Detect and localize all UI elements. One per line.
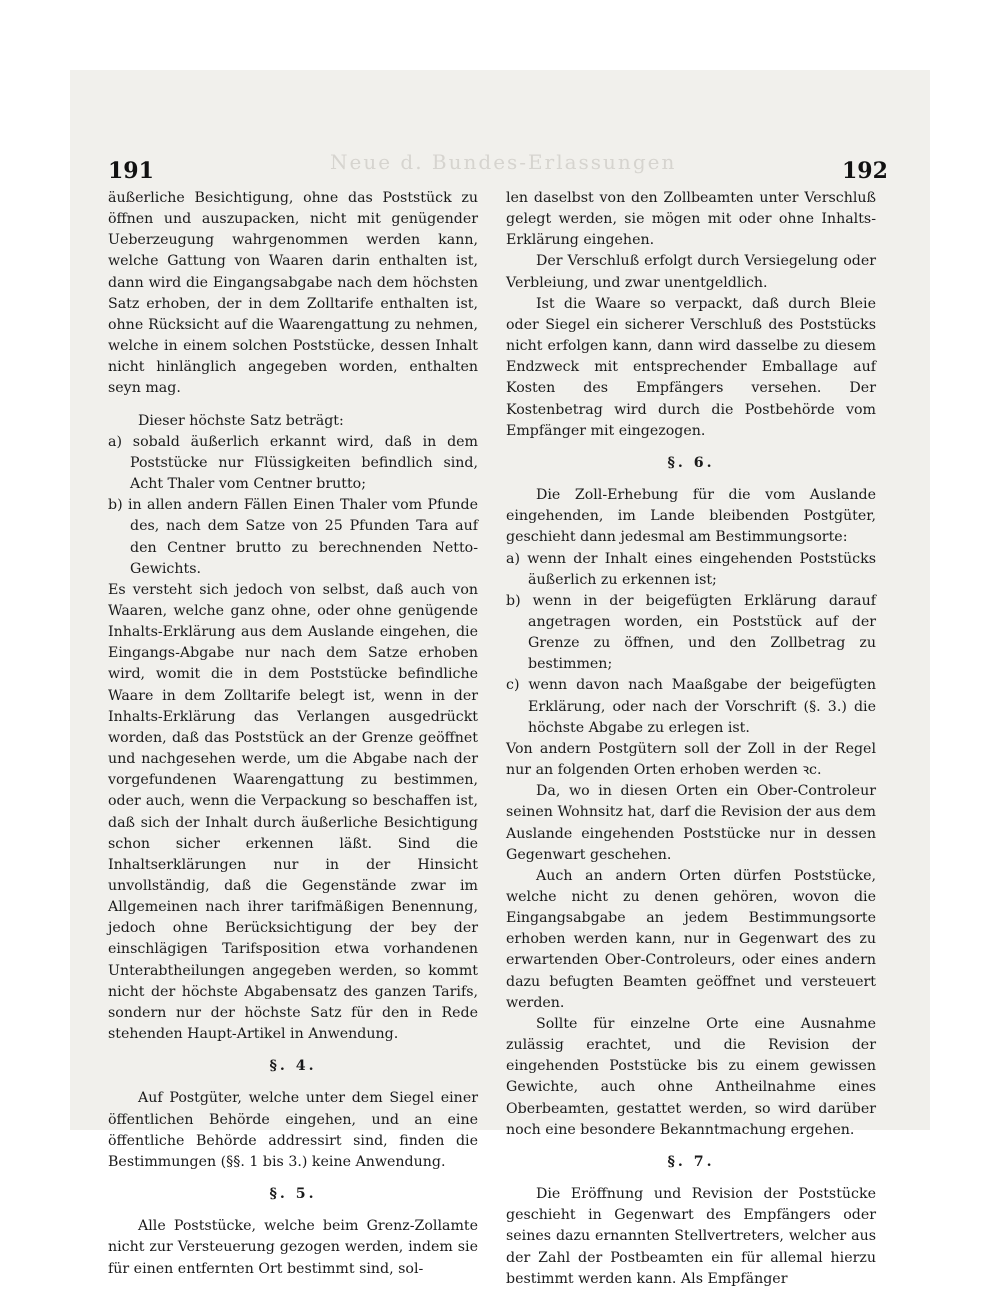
- left-column: [108, 188, 478, 1280]
- section-heading: §. 5.: [269, 1186, 317, 1203]
- right-column: [506, 188, 876, 1290]
- paragraph: Die Eröffnung und Revision der Poststücke geschieht in Gegenwart des Empfängers oder seines dazu ernannten Stellvertreters, welcher aus der Zahl der Postbeamten ein für allemal hierzu bestimmt werden kann. Als Empfänger: [506, 1186, 876, 1287]
- section-heading: §. 7.: [667, 1153, 715, 1170]
- paragraph: len daselbst von den Zollbeamten unter Verschluß gelegt werden, sie mögen mit oder ohne Inhalts-Erklärung eingehen.: [506, 190, 876, 249]
- list-item: b) wenn in der beigefügten Erklärung darauf angetragen worden, ein Poststück auf der Grenze zu öffnen, und den Zollbetrag zu bestimmen;: [506, 592, 876, 673]
- paragraph: Die Zoll-Erhebung für die vom Auslande eingehenden, im Lande bleibenden Postgüter, geschieht dann jedesmal am Bestimmungsorte:: [506, 487, 876, 546]
- list-item: b) in allen andern Fällen Einen Thaler vom Pfunde des, nach dem Satze von 25 Pfunden Tara auf den Centner brutto zu berechnenden Netto-Gewichts.: [108, 497, 478, 577]
- paragraph: Es versteht sich jedoch von selbst, daß auch von Waaren, welche ganz ohne, oder ohne genügende Inhalts-Erklärung aus dem Auslande eingehen, die Eingangs-Abgabe nur nach dem Satze erhoben wird, womit die in dem Poststücke befindliche Waare in dem Zolltarife belegt ist, wenn in der Inhalts-Erklärung das Verlangen ausgedrückt worden, daß das Poststück an der Grenze geöffnet und nachgesehen werde, um die Abgabe nach der vorgefundenen Waarengattung zu bestimmen, oder auch, wenn die Verpackung so beschaffen ist, daß sich der Inhalt durch äußerliche Besichtigung schon sicher erkennen läßt. Sind die Inhaltserklärungen nur in der Hinsicht unvollständig, daß die Gegenstände zwar im Allgemeinen nach ihrer tarifmäßigen Benennung, jedoch ohne Berücksichtigung der bey der einschlägigen Tarifsposition etwa vorhandenen Unterabtheilungen angegeben werden, so kommt nicht der höchste Abgabensatz des ganzen Tarifs, sondern nur der höchste Satz für den in Rede stehenden Haupt-Artikel in Anwendung.: [108, 581, 478, 1043]
- paragraph: Auf Postgüter, welche unter dem Siegel einer öffentlichen Behörde eingehen, und an eine öffentliche Behörde addressirt sind, finden die Bestimmungen (§§. 1 bis 3.) keine Anwendung.: [108, 1090, 478, 1170]
- paragraph: Sollte für einzelne Orte eine Ausnahme zulässig erachtet, und die Revision der eingehenden Poststücke bis zu einem gewissen Gewichte, auch ohne Antheilnahme eines Oberbeamten, gestattet werden, so wird darüber noch eine besondere Bekanntmachung ergehen.: [506, 1015, 876, 1138]
- list-item: a) wenn der Inhalt eines eingehenden Poststücks äußerlich zu erkennen ist;: [506, 550, 876, 588]
- running-head-bleedthrough: Neue d. Bundes-Erlassungen: [330, 150, 677, 174]
- list-item: c) wenn davon nach Maaßgabe der beigefügten Erklärung, oder nach der Vorschrift (§. 3.) die höchste Abgabe zu erlegen ist.: [506, 677, 876, 736]
- paragraph: Da, wo in diesen Orten ein Ober-Controleur seinen Wohnsitz hat, darf die Revision der aus dem Auslande eingehenden Poststücke nur in dessen Gegenwart geschehen.: [506, 783, 876, 863]
- list-item: a) sobald äußerlich erkannt wird, daß in dem Poststücke nur Flüssigkeiten befindlich sind, Acht Thaler vom Centner brutto;: [108, 433, 478, 493]
- page-number-right: 192: [842, 158, 888, 184]
- paragraph: Von andern Postgütern soll der Zoll in der Regel nur an folgenden Orten erhoben werden ꝛc.: [506, 740, 876, 779]
- paragraph: Auch an andern Orten dürfen Poststücke, welche nicht zu denen gehören, wovon die Eingangsabgabe an jedem Bestimmungsorte erhoben werden kann, nur in Gegenwart des zu erwartenden Ober-Controleurs, oder eines andern dazu befugten Beamten geöffnet und versteuert werden.: [506, 867, 876, 1011]
- paragraph: Alle Poststücke, welche beim Grenz-Zollamte nicht zur Versteuerung gezogen werden, indem sie für einen entfernten Ort bestimmt sind, sol-: [108, 1218, 478, 1277]
- section-heading: §. 4.: [269, 1058, 317, 1075]
- paragraph: Ist die Waare so verpackt, daß durch Bleie oder Siegel ein sicherer Verschluß des Poststücks nicht erfolgen kann, dann wird dasselbe zu diesem Endzweck mit entsprechender Emballage auf Kosten des Empfängers versehen. Der Kostenbetrag wird durch die Postbehörde vom Empfänger mit eingezogen.: [506, 295, 876, 439]
- paragraph: äußerliche Besichtigung, ohne das Poststück zu öffnen und auszupacken, nicht mit genügender Ueberzeugung wahrgenommen werden kann, welche Gattung von Waaren darin enthalten ist, dann wird die Eingangsabgabe nach dem höchsten Satz erhoben, der in dem Zolltarife enthalten ist, ohne Rücksicht auf die Waarengattung zu nehmen, welche in einem solchen Poststücke, dessen Inhalt nicht hinlänglich angegeben worden, enthalten seyn mag.: [108, 190, 478, 397]
- paragraph: Dieser höchste Satz beträgt:: [138, 412, 344, 429]
- page-number-left: 191: [108, 158, 154, 184]
- section-heading: §. 6.: [667, 454, 715, 471]
- paragraph: Der Verschluß erfolgt durch Versiegelung oder Verbleiung, und zwar unentgeldlich.: [506, 253, 876, 291]
